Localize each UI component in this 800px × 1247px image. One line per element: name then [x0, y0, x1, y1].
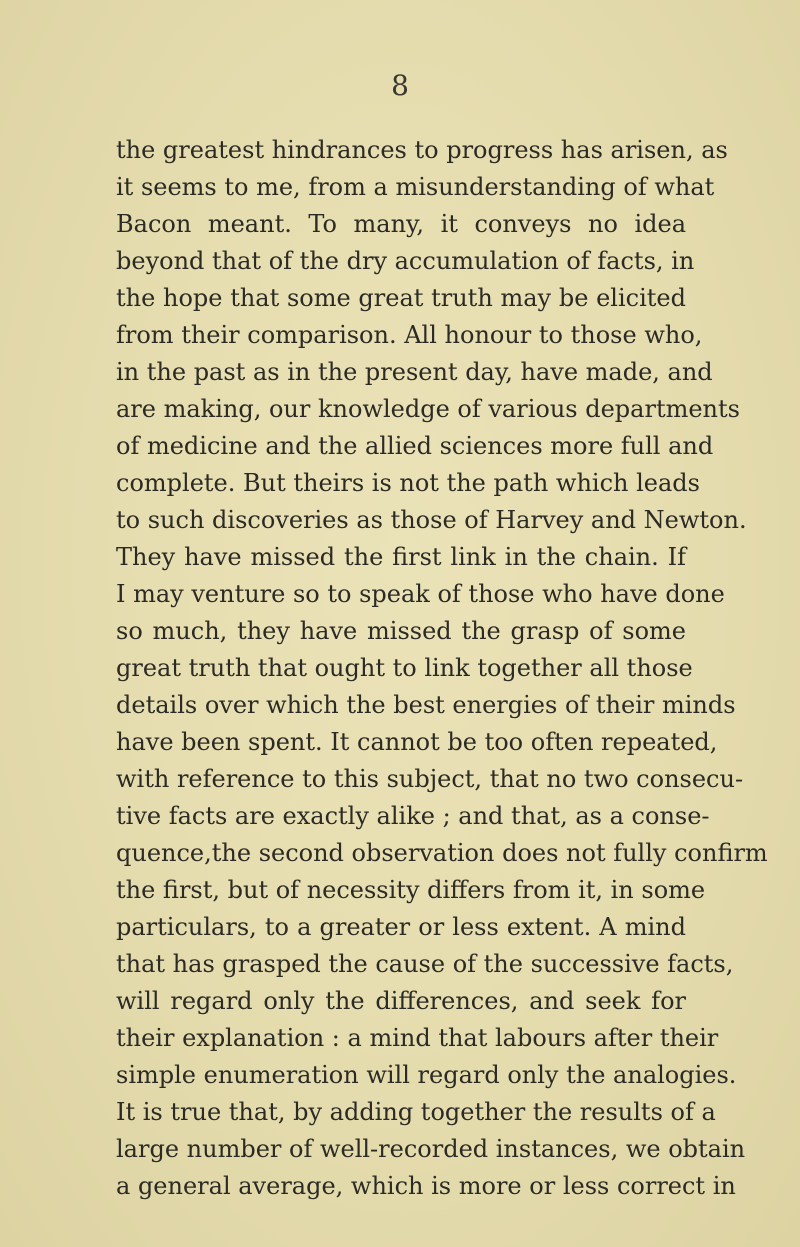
text-line: to such discoveries as those of Harvey and Newton. [116, 506, 747, 534]
text-line: They have missed the first link in the chain. If [116, 543, 686, 571]
text-line: with reference to this subject, that no two consecu- [116, 765, 744, 793]
text-line: that has grasped the cause of the successive facts, [116, 950, 734, 978]
text-line: so much, they have missed the grasp of some [116, 617, 686, 645]
text-line: It is true that, by adding together the results of a [116, 1098, 716, 1126]
text-line: their explanation : a mind that labours after their [116, 1024, 719, 1052]
text-line: great truth that ought to link together all those [116, 654, 693, 682]
text-line: the hope that some great truth may be elicited [116, 284, 686, 312]
text-line: the first, but of necessity differs from it, in some [116, 876, 706, 904]
text-line: tive facts are exactly alike ; and that, as a conse- [116, 802, 710, 830]
text-line: quence,the second observation does not fully confirm [116, 839, 768, 867]
text-line: of medicine and the allied sciences more full and [116, 432, 714, 460]
text-line: in the past as in the present day, have made, and [116, 358, 713, 386]
text-line: I may venture so to speak of those who have done [116, 580, 725, 608]
text-line: large number of well-recorded instances, we obtain [116, 1135, 746, 1163]
text-line: Bacon meant. To many, it conveys no idea [116, 210, 686, 238]
text-line: will regard only the differences, and seek for [116, 987, 686, 1015]
text-line: beyond that of the dry accumulation of facts, in [116, 247, 695, 275]
text-line: are making, our knowledge of various departments [116, 395, 740, 423]
text-line: have been spent. It cannot be too often repeated, [116, 728, 718, 756]
body-text [116, 132, 768, 1205]
text-line: particulars, to a greater or less extent. A mind [116, 913, 686, 941]
text-line: the greatest hindrances to progress has arisen, as [116, 136, 728, 164]
text-line: details over which the best energies of their minds [116, 691, 736, 719]
page-number: 8 [391, 69, 409, 102]
text-line: it seems to me, from a misunderstanding of what [116, 173, 715, 201]
text-line: complete. But theirs is not the path which leads [116, 469, 700, 497]
text-line: simple enumeration will regard only the analogies. [116, 1061, 737, 1089]
text-line: a general average, which is more or less correct in [116, 1172, 736, 1200]
text-line: from their comparison. All honour to those who, [116, 321, 703, 349]
